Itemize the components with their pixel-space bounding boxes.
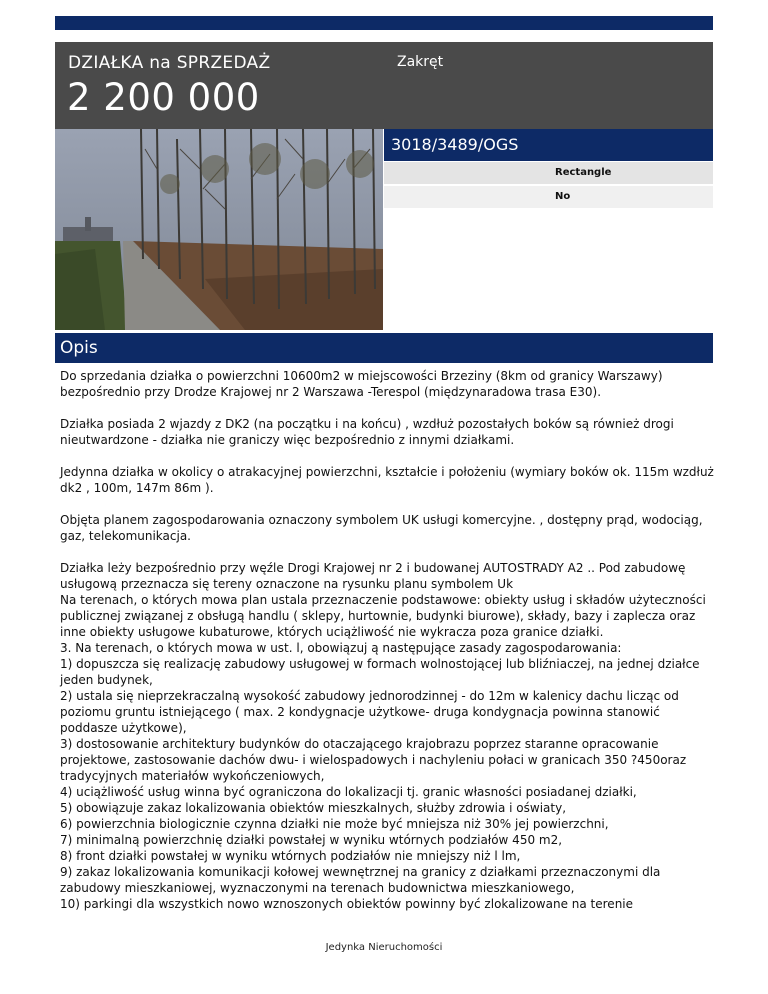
property-value-shape: Rectangle <box>555 167 612 178</box>
property-row-flag <box>384 186 713 208</box>
property-value-flag: No <box>555 191 571 202</box>
description-heading: Opis <box>60 338 98 358</box>
listing-price: 2 200 000 <box>67 76 260 119</box>
description-paragraph: Do sprzedania działka o powierzchni 10600m2 w miejscowości Brzeziny (8km od granicy Warszawy) bezpośrednio przy Drodze Krajowej nr 2 Warszawa -Terespol (międzynaradowa trasa E30). <box>60 369 667 399</box>
reference-bar <box>384 129 713 161</box>
listing-header <box>55 42 713 129</box>
reference-number: 3018/3489/OGS <box>391 135 519 154</box>
property-photo <box>55 129 383 330</box>
description-body <box>60 368 720 928</box>
description-paragraph: Działka posiada 2 wjazdy z DK2 (na początku i na końcu) , wzdłuż pozostałych boków są również drogi nieutwardzone - działka nie graniczy więc bezpośrednio z innymi działkami. <box>60 417 678 447</box>
description-heading-bar <box>55 333 713 363</box>
listing-type: DZIAŁKA na SPRZEDAŻ <box>68 53 271 73</box>
listing-location: Zakręt <box>397 54 444 70</box>
footer-agency-name: Jedynka Nieruchomości <box>325 942 443 953</box>
description-paragraph: Jedynna działka w okolicy o atrakacyjnej powierzchni, kształcie i położeniu (wymiary boków ok. 115m wzdłuż dk2 , 100m, 147m 86m ). <box>60 465 718 495</box>
description-paragraph: Objęta planem zagospodarowania oznaczony symbolem UK usługi komercyjne. , dostępny prąd, wodociąg, gaz, telekomunikacja. <box>60 513 707 543</box>
property-row-shape <box>384 162 713 184</box>
top-accent-bar <box>55 16 713 30</box>
description-paragraph: Działka leży bezpośrednio przy węźle Drogi Krajowej nr 2 i budowanej AUTOSTRADY A2 .. Pod zabudowę usługową przeznacza się tereny oznaczone na rysunku planu symbolem Uk Na terenach, o których mowa plan ustala przeznaczenie podstawowe: obiekty usług i składów użyteczności publicznej związanej z obsługą handlu ( sklepy, hurtownie, budynki biurowe), składy, bazy i zaplecza oraz inne obiekty usługowe kubaturowe, których uciążliwość nie wykracza poza granice działki. 3. Na terenach, o których mowa w ust. l, obowiązuj ą następujące zasady zagospodarowania: 1) dopuszcza się realizację zabudowy usługowej w formach wolnostojącej lub bliźniaczej, na jednej działce jeden budynek, 2) ustala się nieprzekraczalną wysokość zabudowy jednorodzinnej - do 12m w kalenicy dachu licząc od poziomu gruntu istniejącego ( max. 2 kondygnacje użytkowe- druga kondygnacja powinna stanowić poddasze użytkowe), 3) dostosowanie architektury budynków do otaczającego krajobrazu poprzez staranne opracowanie projektowe, zastosowanie dachów dwu- i wielospadowych i nachyleniu połaci w granicach 350 ?450oraz tradycyjnych materiałów wykończeniowych, 4) uciążliwość usług winna być ograniczona do lokalizacji tj. granic własności posiadanej działki, 5) obowiązuje zakaz lokalizowania obiektów mieszkalnych, służby zdrowia i oświaty, 6) powierzchnia biologicznie czynna działki nie może być mniejsza niż 30% jej powierzchni, 7) minimalną powierzchnię działki powstałej w wyniku wtórnych podziałów 450 m2, 8) front działki powstałej w wyniku wtórnych podziałów nie mniejszy niż l lm, 9) zakaz lokalizowania komunikacji kołowej wewnętrznej na granicy z działkami przeznaczonymi dla zabudowy mieszkaniowej, wyznaczonymi na terenach budownictwa mieszkaniowego, 10) parkingi dla wszystkich nowo wznoszonych obiektów powinny być zlokalizowane na terenie <box>60 561 706 911</box>
